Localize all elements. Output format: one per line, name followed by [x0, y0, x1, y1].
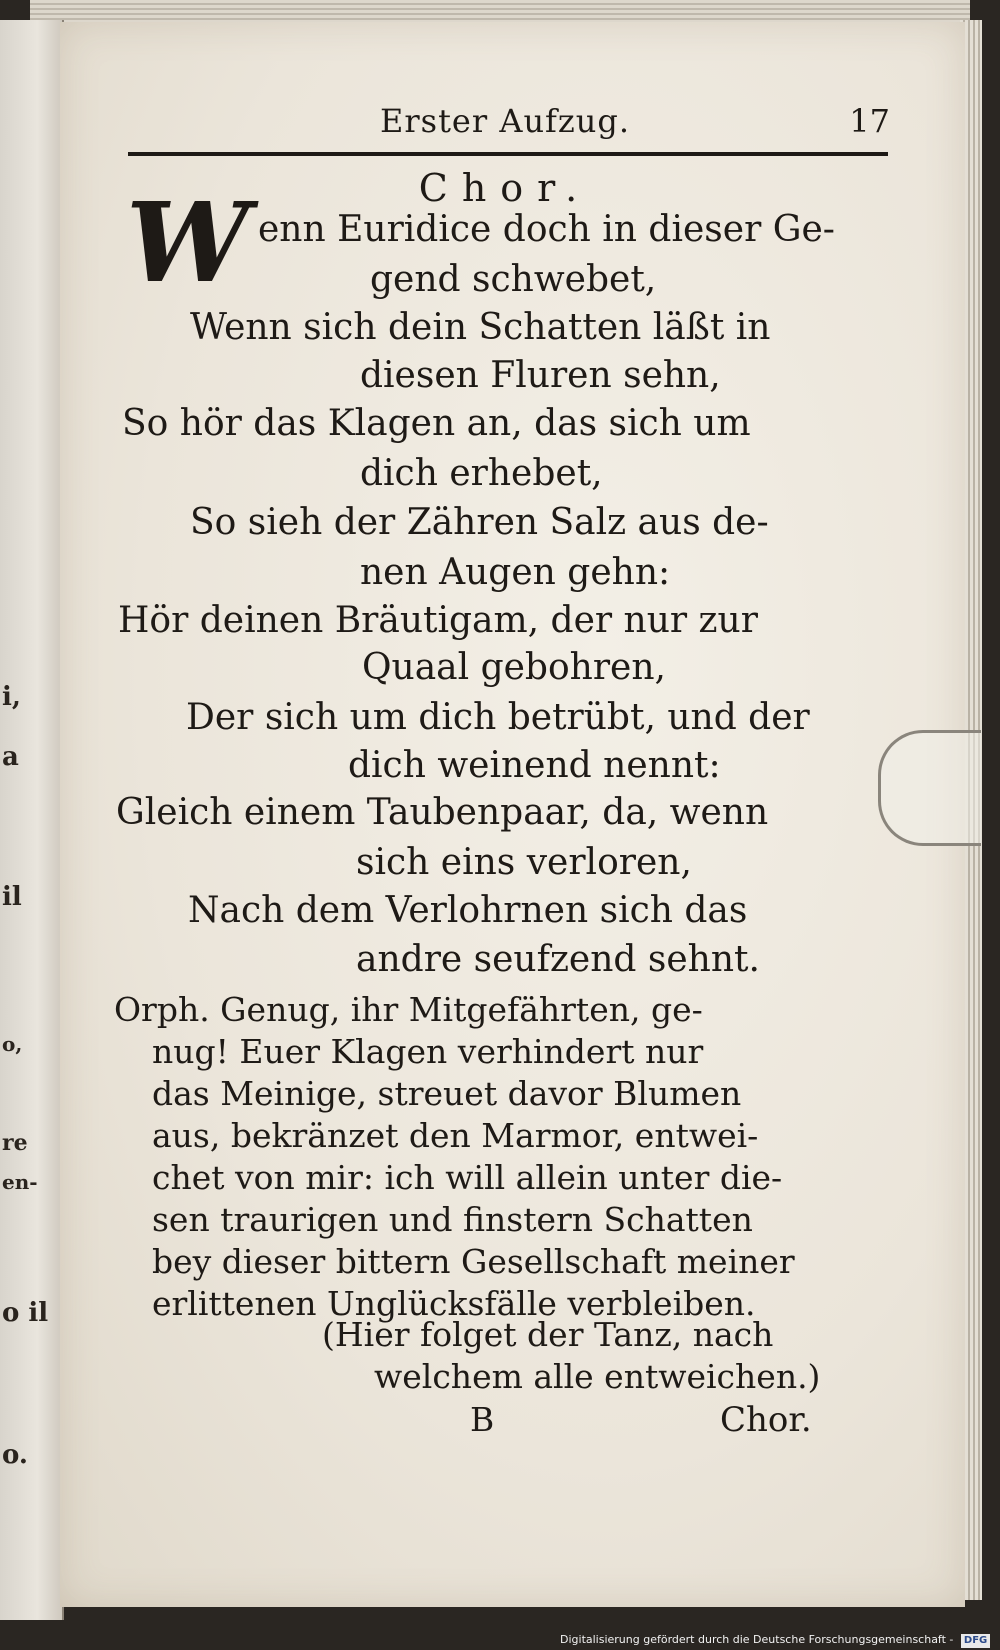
prose-line: nug! Euer Klagen verhindert nur — [152, 1032, 704, 1071]
prose-line: chet von mir: ich will allein unter die- — [152, 1158, 783, 1197]
page-stack-top-edge — [30, 0, 970, 24]
verse-line: Der sich um dich betrübt, und der — [186, 697, 810, 738]
verse-line: Nach dem Verlohrnen sich das — [188, 890, 748, 931]
facing-page-edge — [0, 20, 64, 1620]
facing-page-fragment: en- — [2, 1170, 38, 1194]
verse-line: So hör das Klagen an, das sich um — [122, 403, 751, 444]
verse-line: dich erhebet, — [360, 453, 603, 494]
facing-page-fragment: a — [2, 742, 19, 772]
facing-page-fragment: o. — [2, 1440, 28, 1470]
facing-page-fragment: o il — [2, 1298, 49, 1328]
catchword: Chor. — [720, 1400, 812, 1440]
header-rule — [128, 152, 888, 156]
verse-line: dich weinend nennt: — [348, 745, 721, 786]
credit-text: Digitalisierung gefördert durch die Deutsche Forschungsgemeinschaft - — [560, 1633, 954, 1646]
speaker-heading: Chor. — [418, 166, 592, 210]
running-head: Erster Aufzug. — [379, 102, 631, 140]
verse-line: Gleich einem Taubenpaar, da, wenn — [116, 792, 769, 833]
prose-line: Orph. Genug, ihr Mitgefährten, ge- — [114, 990, 703, 1029]
verse-line: andre seufzend sehnt. — [356, 939, 760, 980]
facing-page-fragment: i, — [2, 682, 21, 712]
prose-line: erlittenen Unglücksfälle verbleiben. — [152, 1284, 756, 1323]
verse-line: gend schwebet, — [370, 259, 657, 300]
prose-line: aus, bekränzet den Marmor, entwei- — [152, 1116, 759, 1155]
verse-line: diesen Fluren sehn, — [360, 355, 721, 396]
verse-line: Hör deinen Bräutigam, der nur zur — [118, 600, 758, 641]
verse-line: Wenn sich dein Schatten läßt in — [190, 307, 771, 348]
signature-mark: B — [470, 1400, 495, 1439]
verse-line: Quaal gebohren, — [362, 647, 666, 688]
prose-line: das Meinige, streuet davor Blumen — [152, 1074, 742, 1113]
facing-page-fragment: re — [2, 1130, 28, 1156]
verse-line: sich eins verloren, — [356, 842, 692, 883]
stage-direction-line: welchem alle entweichen.) — [374, 1357, 821, 1396]
dfg-logo: DFG — [961, 1634, 990, 1648]
facing-page-fragment: o, — [2, 1032, 23, 1056]
verse-line: enn Euridice doch in dieser Ge- — [258, 209, 835, 250]
verse-line: nen Augen gehn: — [360, 552, 671, 593]
stage-direction-line: (Hier folget der Tanz, nach — [322, 1315, 774, 1354]
prose-line: sen traurigen und finstern Schatten — [152, 1200, 753, 1239]
page-header — [120, 102, 890, 150]
page-number: 17 — [849, 102, 890, 140]
page-clip-marker — [878, 730, 981, 846]
drop-cap: W — [126, 178, 250, 307]
digitization-credit — [560, 1630, 1000, 1650]
prose-line: bey dieser bittern Gesellschaft meiner — [152, 1242, 795, 1281]
facing-page-fragment: il — [2, 882, 22, 912]
verse-line: So sieh der Zähren Salz aus de- — [190, 502, 769, 543]
